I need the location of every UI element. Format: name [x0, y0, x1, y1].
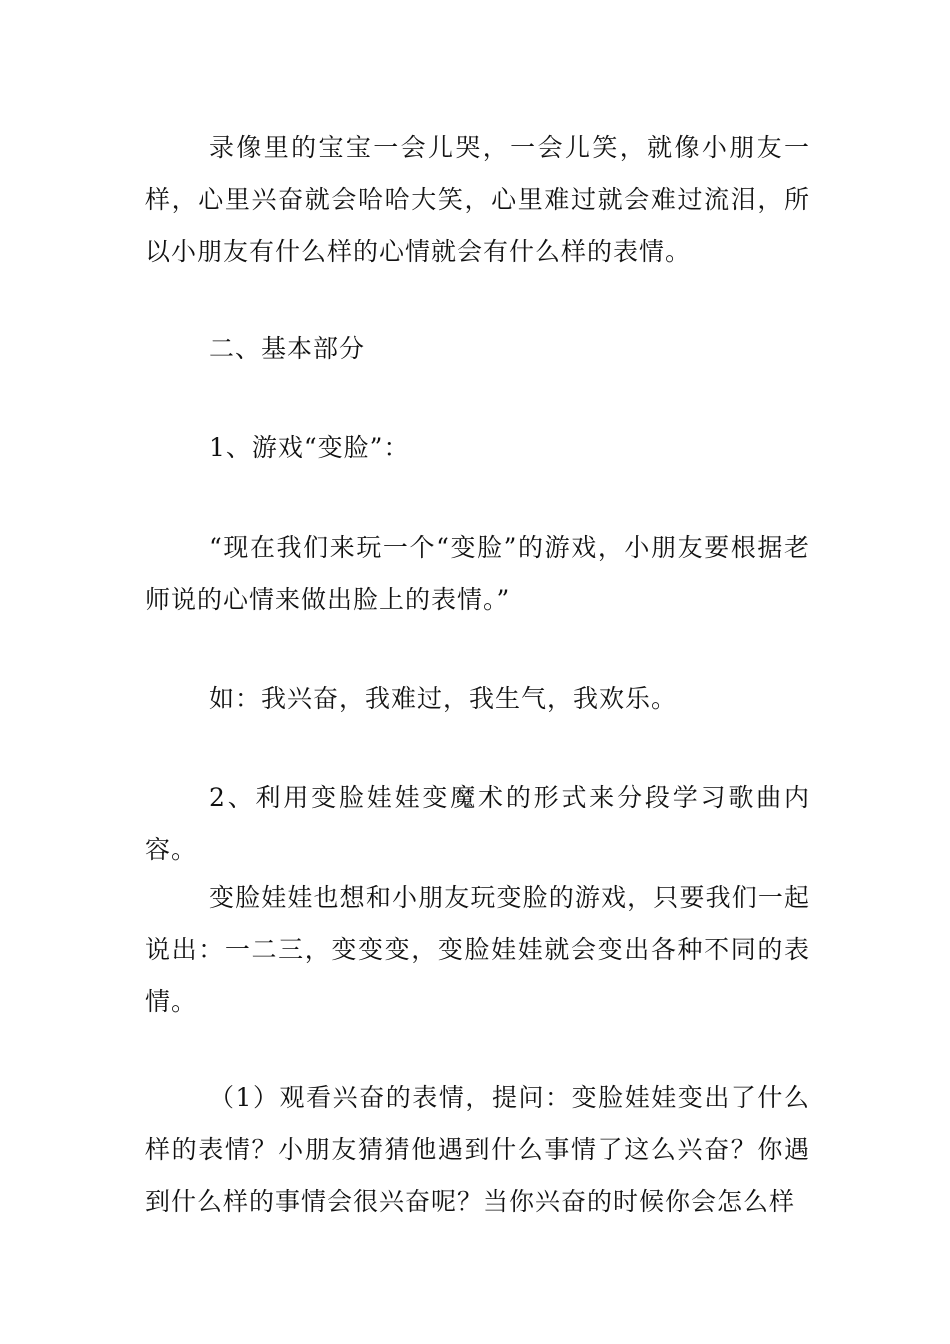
- item-game-face-change: 1、游戏“变脸”：: [209, 433, 410, 462]
- paragraph-game-instruction: “现在我们来玩一个“变脸”的游戏，小朋友要根据老师说的心情来做出脸上的表情。”: [145, 533, 810, 614]
- paragraph-excited-expression: （1）观看兴奋的表情，提问：变脸娃娃变出了什么样的表情？小朋友猜猜他遇到什么事情了这么兴奋？你遇到什么样的事情会很兴奋呢？当你兴奋的时候你会怎么样: [145, 1083, 810, 1216]
- paragraph-face-doll: 变脸娃娃也想和小朋友玩变脸的游戏，只要我们一起说出：一二三，变变变，变脸娃娃就会变出各种不同的表情。: [145, 883, 810, 1016]
- paragraph-video-baby: 录像里的宝宝一会儿哭，一会儿笑，就像小朋友一样，心里兴奋就会哈哈大笑，心里难过就会难过流泪，所以小朋友有什么样的心情就会有什么样的表情。: [145, 133, 810, 266]
- item-magic-learning: 2、利用变脸娃娃变魔术的形式来分段学习歌曲内容。: [145, 783, 810, 864]
- section-heading-basic-part: 二、基本部分: [209, 334, 366, 363]
- paragraph-example: 如：我兴奋，我难过，我生气，我欢乐。: [209, 684, 678, 713]
